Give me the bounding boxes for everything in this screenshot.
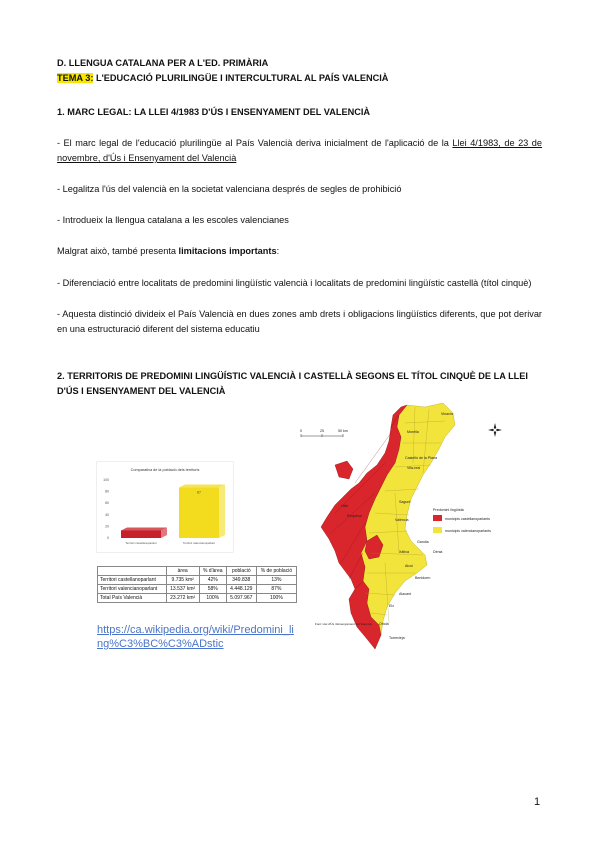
- table-cell: 13.537 km²: [166, 585, 199, 594]
- map-place-label: Vila-real: [407, 466, 421, 470]
- map-place-label: Vinaròs: [441, 412, 454, 416]
- chart-category-label: Territori valencianoparlant: [182, 541, 216, 545]
- map-place-label: Benidorm: [415, 576, 431, 580]
- map-rincon-ademuz: [335, 461, 353, 479]
- wikipedia-link-line2[interactable]: ng%C3%BC%C3%ADstic: [97, 638, 224, 650]
- map-place-label: Alacant: [399, 592, 411, 596]
- table-cell: 5.097.967: [226, 594, 256, 603]
- legend-label-valencianoparlant: municipis valencianoparlants: [445, 529, 491, 533]
- table-cell: 42%: [199, 576, 226, 585]
- map-scale-bar: [300, 429, 348, 437]
- map-place-label: Utiel: [341, 504, 349, 508]
- wikipedia-link-line1[interactable]: https://ca.wikipedia.org/wiki/Predomini_li: [97, 624, 294, 636]
- chart-y-tick: 100: [103, 478, 109, 482]
- table-cell: 100%: [256, 594, 296, 603]
- law-reference-link[interactable]: Llei 4/1983, de 23 de novembre, d'Ús i Ensenyament del Valencià: [57, 138, 543, 163]
- map-place-label: Morella: [407, 430, 419, 434]
- map-place-label: Sagunt: [399, 500, 411, 504]
- table-cell: % de població: [256, 567, 296, 576]
- chart-y-tick: 0: [107, 536, 109, 540]
- table-cell: % d'àrea: [199, 567, 226, 576]
- legend-label-castellanoparlant: municipis castellanoparlants: [445, 517, 490, 521]
- paragraph-limitations: [57, 244, 279, 259]
- table-cell: Total País Valencià: [98, 594, 167, 603]
- paragraph-legal-frame-text: - El marc legal de l'educació plurilingüe al País Valencià deriva inicialment de l'aplicació de la: [57, 138, 453, 148]
- table-cell: 100%: [199, 594, 226, 603]
- map-place-label: Oriola: [379, 622, 389, 626]
- section-2-title: 2. TERRITORIS DE PREDOMINI LINGÜÍSTIC VALENCIÀ I CASTELLÀ SEGONS EL TÍTOL CINQUÈ DE LA LLEI D'ÚS I ENSENYAMENT DEL VALENCIÀ: [57, 371, 528, 396]
- table-cell: 23.272 km²: [166, 594, 199, 603]
- paragraph-division: - Aquesta distinció divideix el País Valencià en dues zones amb drets i obligacions lingüístics diferents, que pot derivar en una estructuració diferent del sistema educatiu: [57, 309, 542, 334]
- chart-data-label: 87: [197, 490, 201, 495]
- page-number: 1: [534, 796, 541, 808]
- chart-bar: [179, 488, 219, 538]
- chart-bar-side: [219, 485, 225, 538]
- scale-label-1: 25: [320, 429, 324, 433]
- map-place-label: Gandia: [417, 540, 429, 544]
- map-place-label: València: [395, 518, 409, 522]
- map-legend-title: Predomini lingüístic: [433, 508, 465, 512]
- paragraph-legal-frame: [57, 136, 542, 166]
- table-row: [98, 576, 297, 585]
- legend-swatch-valencianoparlant: [433, 527, 442, 533]
- map-place-label: Elx: [389, 604, 394, 608]
- chart-bar: [121, 530, 161, 538]
- table-cell: 4.448.129: [226, 585, 256, 594]
- population-chart: [97, 462, 233, 552]
- tema-title: L'EDUCACIÓ PLURILINGÜE I INTERCULTURAL AL PAÍS VALENCIÀ: [93, 73, 389, 83]
- paragraph-differentiation: - Diferenciació entre localitats de predomini lingüístic valencià i localitats de predomini lingüístic castellà (títol cinquè): [57, 278, 532, 288]
- limitations-bold: limitacions importants: [178, 246, 277, 256]
- limitations-pre: Malgrat això, també presenta: [57, 246, 179, 256]
- map-legend: [433, 508, 491, 533]
- table-cell: 87%: [256, 585, 296, 594]
- language-map-svg: [295, 403, 505, 651]
- table-cell: 9.735 km²: [166, 576, 199, 585]
- table-cell: població: [226, 567, 256, 576]
- chart-y-tick: 60: [105, 501, 109, 506]
- table-cell: 13%: [256, 576, 296, 585]
- section-1-title: 1. MARC LEGAL: LA LLEI 4/1983 D'ÚS I ENSENYAMENT DEL VALENCIÀ: [57, 107, 371, 117]
- chart-bar-top: [179, 485, 225, 488]
- map-place-label: Torrevieja: [389, 636, 405, 640]
- language-map: [295, 403, 505, 651]
- table-cell: 349.838: [226, 576, 256, 585]
- table-cell: 58%: [199, 585, 226, 594]
- chart-y-tick: 80: [105, 489, 109, 494]
- table-cell: [98, 567, 167, 576]
- map-place-label: Alcoi: [405, 564, 413, 568]
- table-row: [98, 585, 297, 594]
- chart-y-tick: 40: [105, 512, 109, 517]
- table-header-row: [98, 567, 297, 576]
- scale-label-2: 50 km: [338, 429, 348, 433]
- limitations-post: :: [276, 246, 280, 256]
- map-place-label: Dénia: [433, 550, 443, 554]
- document-header: D. LLENGUA CATALANA PER A L'ED. PRIMÀRIA: [57, 58, 269, 68]
- map-place-label: Xàtiva: [399, 550, 409, 554]
- chart-category-label: Territori castellanoparlant: [125, 541, 157, 545]
- chart-title: Comparativa de la població dels territoris: [130, 468, 200, 472]
- scale-label-0: 0: [300, 429, 302, 433]
- paragraph-introduce: - Introdueix la llengua catalana a les escoles valencianes: [57, 215, 289, 225]
- map-place-label: Castelló de la Plana: [405, 456, 437, 460]
- table-cell: àrea: [166, 567, 199, 576]
- wikipedia-link[interactable]: [97, 623, 294, 651]
- tema-label: TEMA 3:: [57, 73, 94, 83]
- population-chart-svg: [97, 462, 233, 552]
- table-cell: Territori valencianoparlant: [98, 585, 167, 594]
- map-place-label: Requena: [347, 514, 362, 518]
- table-row: [98, 594, 297, 603]
- territory-table: [97, 566, 297, 603]
- table-cell: Territori castellanoparlant: [98, 576, 167, 585]
- map-source: Font: Llei d'Ús i Ensenyament del Valencià: [315, 622, 372, 626]
- legend-swatch-castellanoparlant: [433, 515, 442, 521]
- chart-y-tick: 20: [105, 524, 109, 529]
- paragraph-legalize: - Legalitza l'ús del valencià en la societat valenciana després de segles de prohibició: [57, 184, 402, 194]
- chart-bar-top: [121, 527, 167, 530]
- north-arrow-icon: [488, 423, 502, 437]
- tema-heading: [57, 71, 388, 86]
